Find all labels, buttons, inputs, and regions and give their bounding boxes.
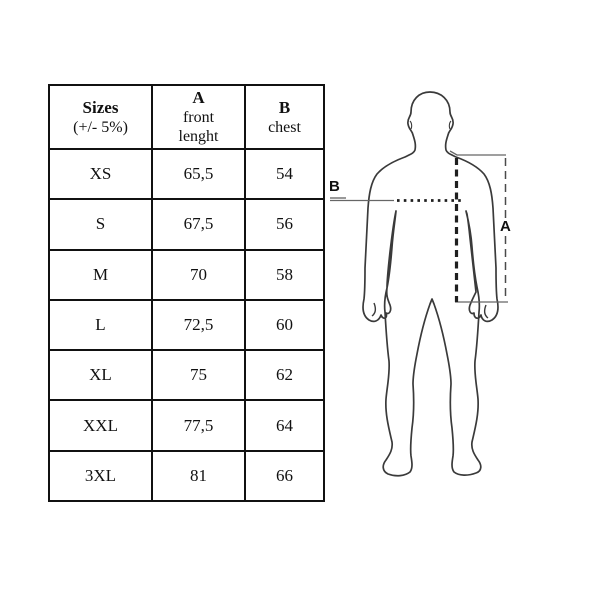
header-chest-label: chest [268,118,301,136]
front-length-cell: 75 [152,350,245,400]
body-outline [363,92,498,476]
chest-cell: 58 [245,250,324,300]
header-length-label: lenght [178,128,219,145]
header-front-label: front [182,109,215,126]
front-length-cell: 72,5 [152,300,245,350]
front-length-cell: 65,5 [152,149,245,199]
header-sizes-title: Sizes [82,97,119,117]
header-a-letter: A [192,88,205,107]
chest-cell: 66 [245,451,324,501]
size-cell: XL [49,350,152,400]
left-ear-detail [410,121,412,129]
left-hand-detail [372,303,375,316]
chest-cell: 56 [245,199,324,249]
front-length-measure-label: A [500,218,511,235]
front-length-cell: 77,5 [152,400,245,450]
size-cell: M [49,250,152,300]
size-cell: S [49,199,152,249]
header-sizes-tolerance: (+/- 5%) [73,118,128,136]
chest-cell: 62 [245,350,324,400]
header-b-letter: B [278,97,291,117]
size-cell: XXL [49,400,152,450]
front-length-cell: 67,5 [152,199,245,249]
size-cell: XS [49,149,152,199]
chest-cell: 60 [245,300,324,350]
front-length-cell: 81 [152,451,245,501]
size-cell: L [49,300,152,350]
chest-measure-label: B [329,178,340,195]
right-hand-detail [485,305,488,318]
chest-cell: 64 [245,400,324,450]
a-top-extension-line [450,151,506,155]
size-cell: 3XL [49,451,152,501]
chest-cell: 54 [245,149,324,199]
front-length-cell: 70 [152,250,245,300]
right-ear-detail [449,121,451,129]
